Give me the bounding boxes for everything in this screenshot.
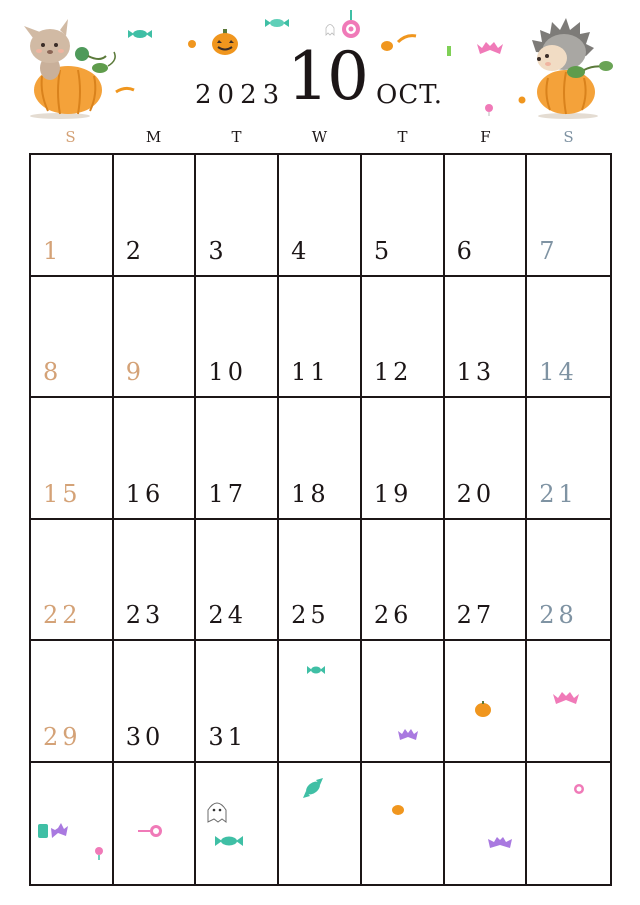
wrapped-candy-icon [264, 16, 290, 30]
calendar-day-cell [196, 398, 279, 520]
month-name: OCT. [376, 80, 443, 110]
day-number: 6 [456, 236, 476, 265]
day-number: 17 [208, 479, 247, 508]
jack-o-lantern-icon [518, 96, 526, 104]
day-number: 3 [208, 236, 228, 265]
wrapped-candy-icon [214, 834, 244, 848]
calendar-day-cell [114, 520, 197, 642]
jack-o-lantern-icon [188, 38, 196, 48]
calendar-day-cell [362, 520, 445, 642]
weekday-wednesday: W [311, 128, 328, 146]
calendar-day-cell [445, 763, 528, 885]
day-number: 24 [208, 601, 247, 629]
day-number: 31 [208, 722, 247, 751]
calendar-day-cell [196, 155, 279, 277]
calendar-day-cell [279, 398, 362, 520]
calendar-day-cell [527, 398, 610, 520]
wrapped-candy-icon [306, 664, 326, 676]
lollipop-icon [94, 846, 104, 860]
calendar-day-cell [31, 398, 114, 520]
year-label: 2023 [195, 80, 286, 110]
lollipop-icon [340, 10, 362, 40]
weekday-friday: F [480, 128, 491, 146]
day-number: 16 [125, 479, 165, 508]
weekday-saturday: S [563, 128, 574, 146]
day-number: 25 [291, 601, 330, 629]
wrapped-candy-icon [444, 44, 454, 58]
month-number: 10 [287, 38, 367, 115]
calendar-day-cell [362, 763, 445, 885]
day-number: 10 [208, 358, 247, 386]
calendar-day-cell [362, 641, 445, 763]
day-number: 1 [43, 236, 63, 265]
day-number: 12 [373, 358, 413, 386]
lollipop-icon [572, 782, 586, 796]
ghost-icon [324, 22, 336, 36]
hedgehog-in-pumpkin-icon [528, 12, 620, 122]
calendar-day-cell [445, 277, 528, 399]
lollipop-icon [484, 102, 494, 116]
lollipop-icon [138, 824, 164, 838]
bat-icon [397, 728, 419, 744]
day-number: 27 [456, 601, 496, 629]
bat-icon [476, 40, 504, 58]
day-number: 23 [125, 601, 165, 629]
calendar-day-cell [279, 520, 362, 642]
calendar-day-cell [114, 155, 197, 277]
day-number: 15 [43, 479, 82, 508]
calendar-day-cell [279, 155, 362, 277]
calendar-day-cell [362, 398, 445, 520]
day-number: 7 [539, 236, 559, 265]
day-number: 29 [43, 722, 82, 751]
calendar-day-cell [31, 520, 114, 642]
bat-icon [36, 820, 70, 842]
calendar-day-cell [527, 155, 610, 277]
ghost-icon [204, 800, 230, 824]
calendar-day-cell [362, 277, 445, 399]
weekday-sunday: S [65, 128, 76, 146]
calendar-day-cell [196, 277, 279, 399]
calendar-day-cell [445, 520, 528, 642]
mouse-in-pumpkin-icon [20, 16, 120, 122]
bat-icon [552, 690, 580, 708]
calendar-header [0, 0, 640, 150]
calendar-day-cell [114, 277, 197, 399]
day-number: 4 [291, 236, 311, 265]
day-number: 11 [291, 358, 330, 386]
calendar-day-cell [445, 398, 528, 520]
day-number: 5 [373, 236, 394, 265]
calendar-day-cell [362, 155, 445, 277]
calendar-day-cell [31, 277, 114, 399]
calendar-day-cell [527, 277, 610, 399]
calendar-day-cell [527, 763, 610, 885]
day-number: 20 [456, 479, 496, 508]
bat-icon [486, 836, 514, 850]
day-number: 2 [125, 236, 145, 265]
calendar-day-cell [196, 520, 279, 642]
weekday-monday: M [145, 128, 162, 146]
day-number: 21 [539, 479, 578, 508]
jack-o-lantern-icon [380, 38, 394, 52]
day-number: 8 [43, 358, 63, 386]
calendar-day-cell [527, 520, 610, 642]
weekday-tuesday: T [231, 128, 242, 146]
calendar-day-cell [114, 641, 197, 763]
day-number: 30 [125, 722, 165, 751]
day-number: 9 [125, 358, 145, 386]
calendar-day-cell [31, 155, 114, 277]
wrapped-candy-icon [126, 28, 154, 40]
wrapped-candy-icon [300, 776, 326, 800]
day-number: 13 [456, 358, 496, 386]
day-number: 22 [43, 601, 82, 629]
day-number: 26 [373, 601, 413, 629]
jack-o-lantern-icon [474, 700, 492, 718]
jack-o-lantern-icon [391, 802, 405, 816]
jack-o-lantern-icon [210, 28, 240, 56]
weekday-thursday: T [397, 128, 408, 146]
day-number: 14 [539, 358, 578, 386]
calendar-day-cell [114, 398, 197, 520]
calendar-day-cell [279, 641, 362, 763]
candy-cane-icon [114, 84, 136, 94]
day-number: 19 [373, 479, 413, 508]
calendar-day-cell [31, 641, 114, 763]
day-number: 18 [291, 479, 330, 508]
calendar-day-cell [445, 155, 528, 277]
candy-cane-icon [396, 32, 418, 44]
day-number: 28 [539, 601, 578, 629]
calendar-day-cell [196, 641, 279, 763]
calendar-day-cell [279, 277, 362, 399]
